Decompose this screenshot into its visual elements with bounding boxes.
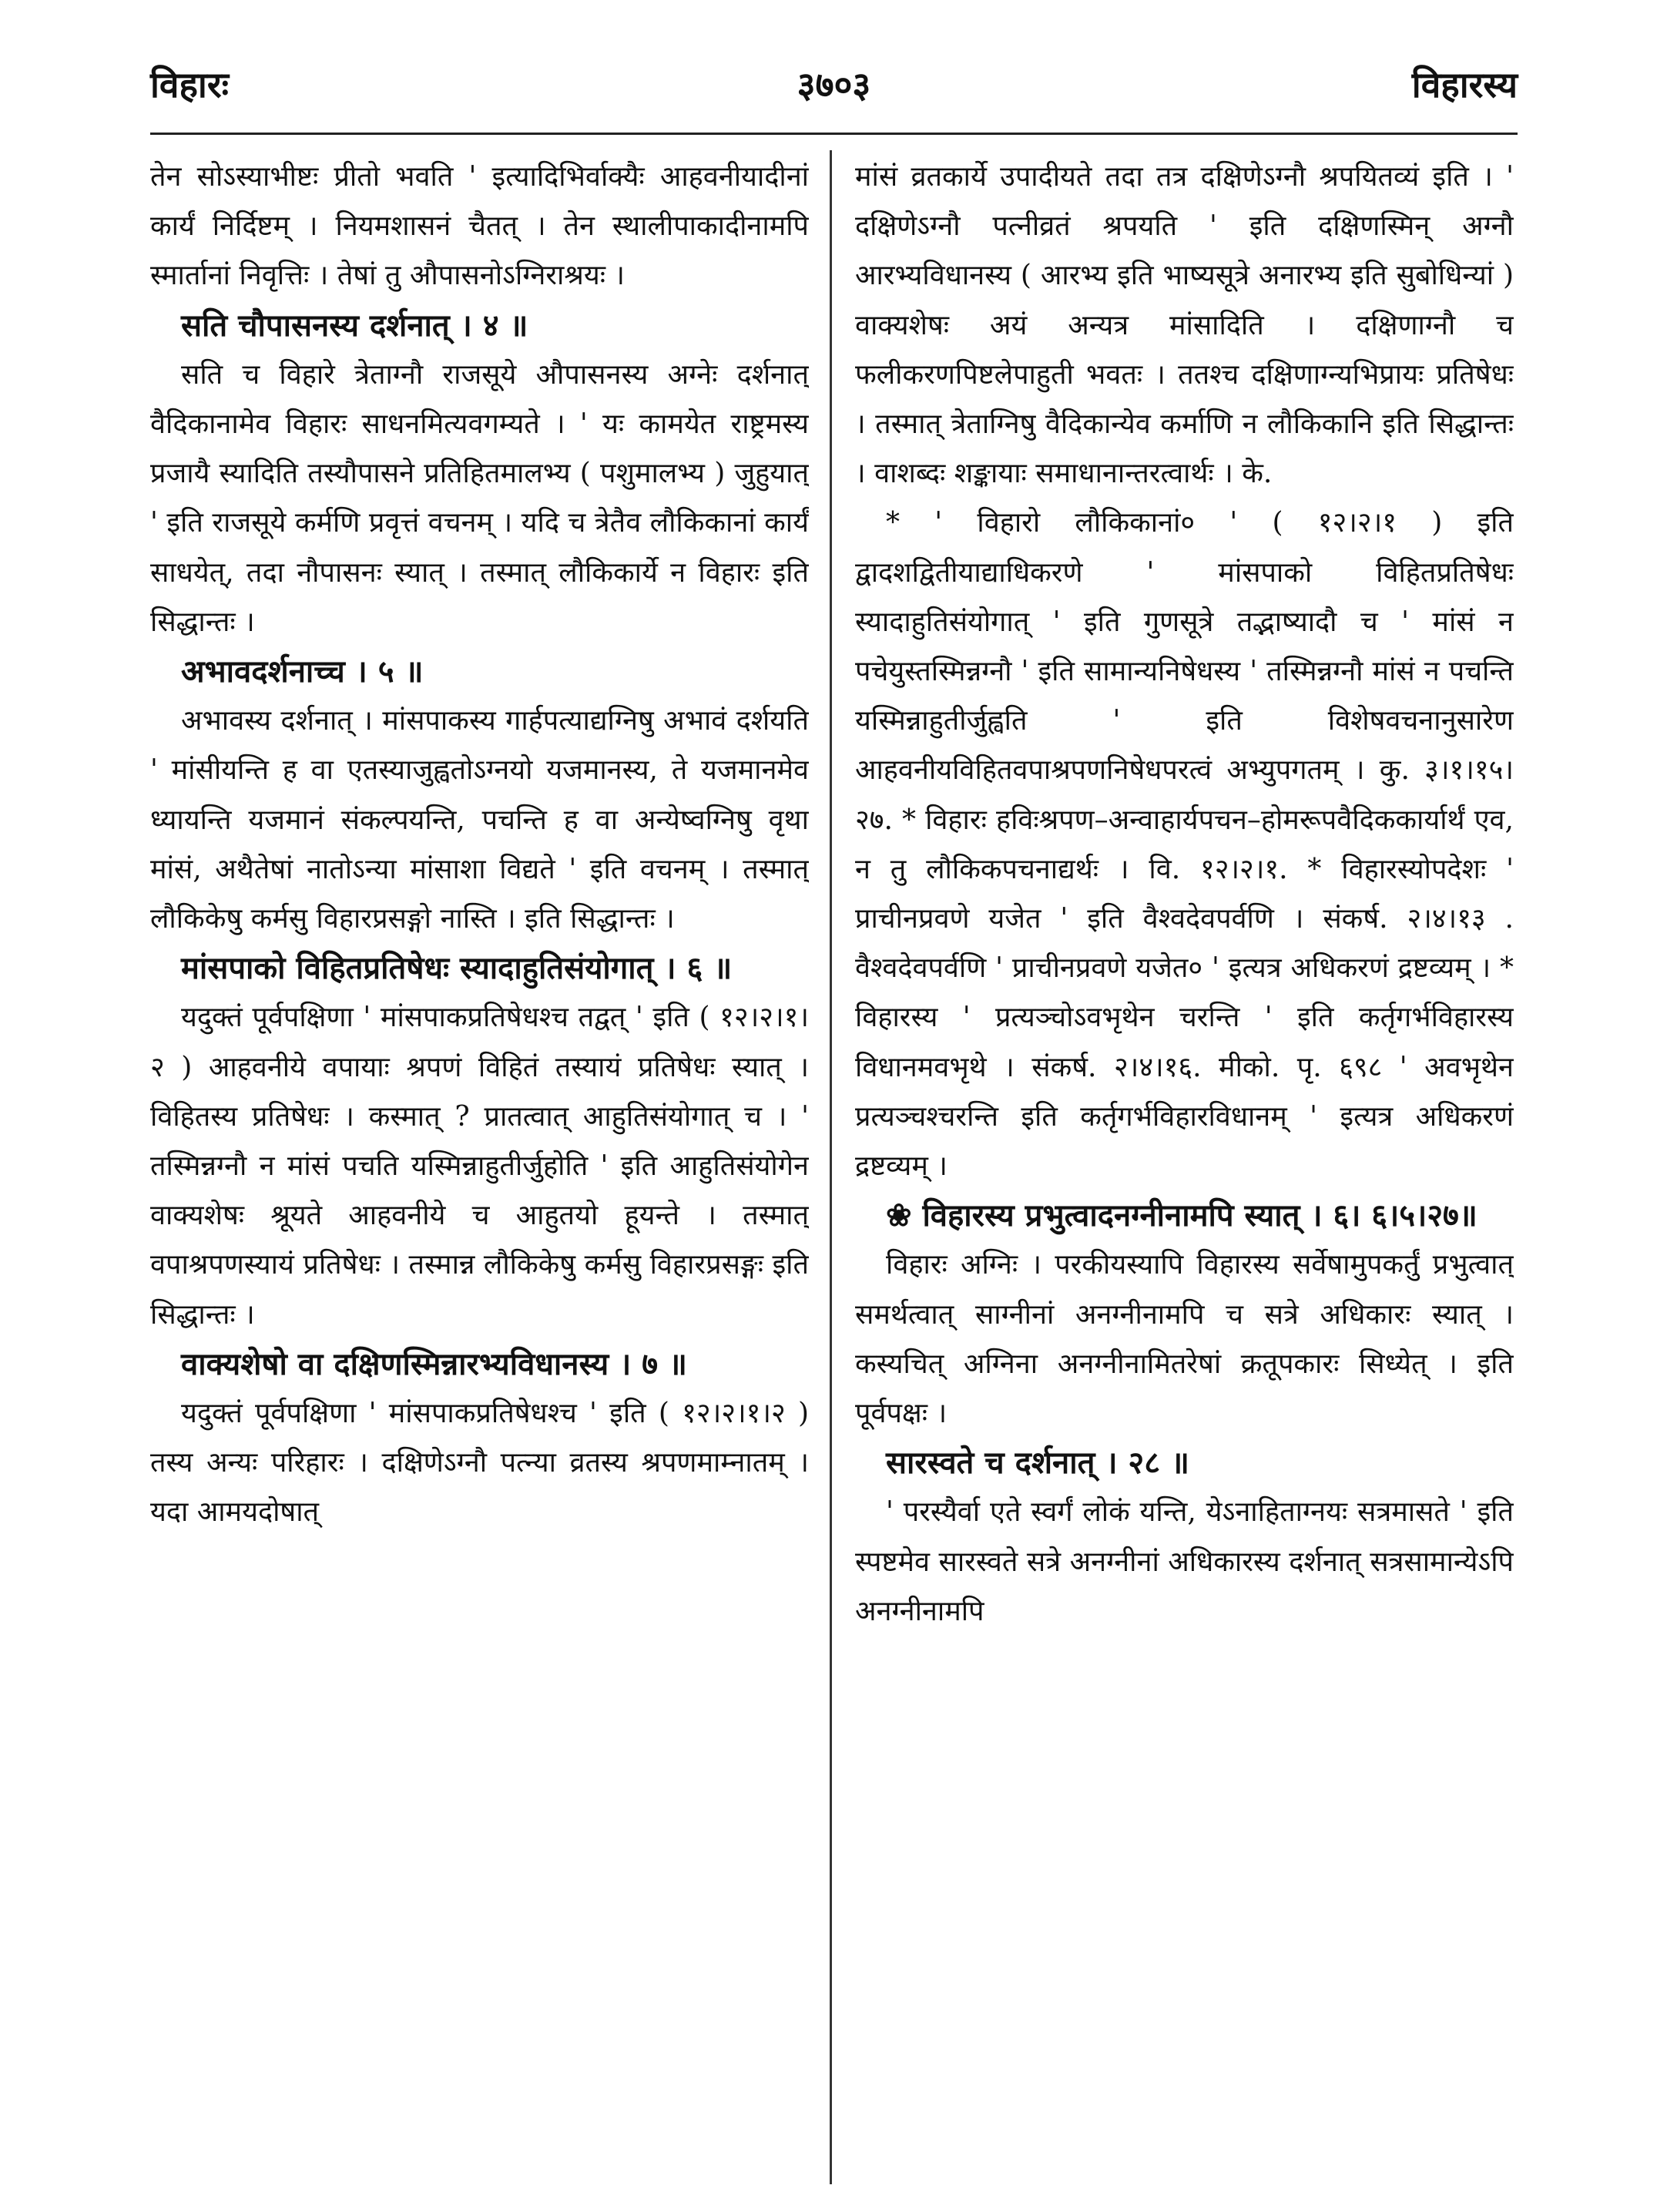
right-column (855, 153, 1514, 2179)
column-divider (830, 150, 832, 2184)
sutra-heading: सारस्वते च दर्शनात् । २८ ॥ (886, 1445, 1189, 1482)
sutra-heading: ❀ विहारस्य प्रभुत्वादनग्नीनामपि स्यात् । ६। ६।५।२७॥ (886, 1197, 1477, 1234)
header-rule (150, 133, 1518, 135)
sutra-heading: सति चौपासनस्य दर्शनात् । ४ ॥ (181, 307, 528, 344)
paragraph: मांसं व्रतकार्ये उपादीयते तदा तत्र दक्षिणेऽग्नौ श्रपयितव्यं इति । ' दक्षिणेऽग्नौ पत्नीव्रतं श्रपयति ' इति दक्षिणस्मिन् अग्नौ आरभ्यविधानस्य ( आरभ्य इति भाष्यसूत्रे अनारभ्य इति सुबोधिन्यां ) वाक्यशेषः अयं अन्यत्र मांसादिति । दक्षिणाग्नौ च फलीकरणपिष्टलेपाहुती भवतः । ततश्च दक्षिणाग्न्यभिप्रायः प्रतिषेधः । तस्मात् त्रेताग्निषु वैदिकान्येव कर्माणि न लौकिकानि इति सिद्धान्तः । वाशब्दः शङ्कायाः समाधानान्तरत्वार्थः । के. (855, 161, 1514, 490)
paragraph: यदुक्तं पूर्वपक्षिणा ' मांसपाकप्रतिषेधश्च तद्वत् ' इति ( १२।२।१।२ ) आहवनीये वपायाः श्रपणं विहितं तस्यायं प्रतिषेधः स्यात् । विहितस्य प्रतिषेधः । कस्मात् ? प्रातत्वात् आहुतिसंयोगात् च । ' तस्मिन्नग्नौ न मांसं पचति यस्मिन्नाहुतीर्जुहोति ' इति आहुतिसंयोगेन वाक्यशेषः श्रूयते आहवनीये च आहुतयो हूयन्ते । तस्मात् वपाश्रपणस्यायं प्रतिषेधः । तस्मान्न लौकिकेषु कर्मसु विहारप्रसङ्गः इति सिद्धान्तः । (150, 1002, 809, 1331)
paragraph: ' परस्यैर्वा एते स्वर्गं लोकं यन्ति, येऽनाहिताग्नयः सत्रमासते ' इति स्पष्टमेव सारस्वते सत्रे अनग्नीनां अधिकारस्य दर्शनात् सत्रसामान्येऽपि अनग्नीनामपि (855, 1496, 1514, 1627)
sutra-heading: अभावदर्शनाच्च । ५ ॥ (181, 653, 424, 690)
footnote-paragraph: * ' विहारो लौकिकानां० ' ( १२।२।१ ) इति द्वादशद्वितीयाद्याधिकरणे ' मांसपाको विहितप्रतिषेधः स्यादाहुतिसंयोगात् ' इति गुणसूत्रे तद्भाष्यादौ च ' मांसं न पचेयुस्तस्मिन्नग्नौ ' इति सामान्यनिषेधस्य ' तस्मिन्नग्नौ मांसं न पचन्ति यस्मिन्नाहुतीर्जुह्वति ' इति विशेषवचनानुसारेण आहवनीयविहितवपाश्रपणनिषेधपरत्वं अभ्युपगतम् । कु. ३।१।१५।२७. * विहारः हविःश्रपण–अन्वाहार्यपचन–होमरूपवैदिककार्यार्थं एव, न तु लौकिकपचनाद्यर्थः । वि. १२।२।१. * विहारस्योपदेशः ' प्राचीनप्रवणे यजेत ' इति वैश्वदेवपर्वणि । संकर्ष. २।४।१३ . वैश्वदेवपर्वणि ' प्राचीनप्रवणे यजेत० ' इत्यत्र अधिकरणं द्रष्टव्यम् । * विहारस्य ' प्रत्यञ्चोऽवभृथेन चरन्ति ' इति कर्तृगर्भविहारस्य विधानमवभृथे । संकर्ष. २।४।१६. मीको. पृ. ६९८ ' अवभृथेन प्रत्यञ्चश्चरन्ति इति कर्तृगर्भविहारविधानम् ' इत्यत्र अधिकरणं द्रष्टव्यम् । (855, 507, 1514, 1183)
sutra-heading: वाक्यशेषो वा दक्षिणस्मिन्नारभ्यविधानस्य । ७ ॥ (181, 1345, 687, 1382)
running-head-right: विहारस्य (1411, 64, 1518, 106)
left-column (150, 153, 809, 2179)
paragraph: यदुक्तं पूर्वपक्षिणा ' मांसपाकप्रतिषेधश्च ' इति ( १२।२।१।२ ) तस्य अन्यः परिहारः । दक्षिणेऽग्नौ पत्न्या व्रतस्य श्रपणमाम्नातम् । यदा आमयदोषात् (150, 1398, 809, 1529)
paragraph: विहारः अग्निः । परकीयस्यापि विहारस्य सर्वेषामुपकर्तुं प्रभुत्वात् समर्थत्वात् साग्नीनां अनग्नीनामपि च सत्रे अधिकारः स्यात् । कस्यचित् अग्निना अनग्नीनामितरेषां क्रतूपकारः सिध्येत् । इति पूर्वपक्षः । (855, 1249, 1514, 1430)
paragraph: अभावस्य दर्शनात् । मांसपाकस्य गार्हपत्याद्यग्निषु अभावं दर्शयति ' मांसीयन्ति ह वा एतस्याजुह्वतोऽग्नयो यजमानस्य, ते यजमानमेव ध्यायन्ति यजमानं संकल्पयन्ति, पचन्ति ह वा अन्येष्वग्निषु वृथा मांसं, अथैतेषां नातोऽन्या मांसाशा विद्यते ' इति वचनम् । तस्मात् लौकिकेषु कर्मसु विहारप्रसङ्गो नास्ति । इति सिद्धान्तः । (150, 705, 809, 935)
page-number: ३७०३ (797, 64, 871, 106)
paragraph: सति च विहारे त्रेताग्नौ राजसूये औपासनस्य अग्नेः दर्शनात् वैदिकानामेव विहारः साधनमित्यवगम्यते । ' यः कामयेत राष्ट्रमस्य प्रजायै स्यादिति तस्यौपासने प्रतिहितमालभ्य ( पशुमालभ्य ) जुहुयात् ' इति राजसूये कर्मणि प्रवृत्तं वचनम् । यदि च त्रेतैव लौकिकानां कार्यं साधयेत्, तदा नौपासनः स्यात् । तस्मात् लौकिकार्ये न विहारः इति सिद्धान्तः । (150, 358, 809, 638)
sutra-heading: मांसपाको विहितप्रतिषेधः स्यादाहुतिसंयोगात् । ६ ॥ (181, 950, 733, 987)
paragraph: तेन सोऽस्याभीष्टः प्रीतो भवति ' इत्यादिभिर्वाक्यैः आहवनीयादीनां कार्यं निर्दिष्टम् । नियमशासनं चैतत् । तेन स्थालीपाकादीनामपि स्मार्तानां निवृत्तिः । तेषां तु औपासनोऽग्निराश्रयः । (150, 161, 809, 292)
running-head-left: विहारः (150, 64, 229, 106)
page-header (150, 54, 1518, 123)
